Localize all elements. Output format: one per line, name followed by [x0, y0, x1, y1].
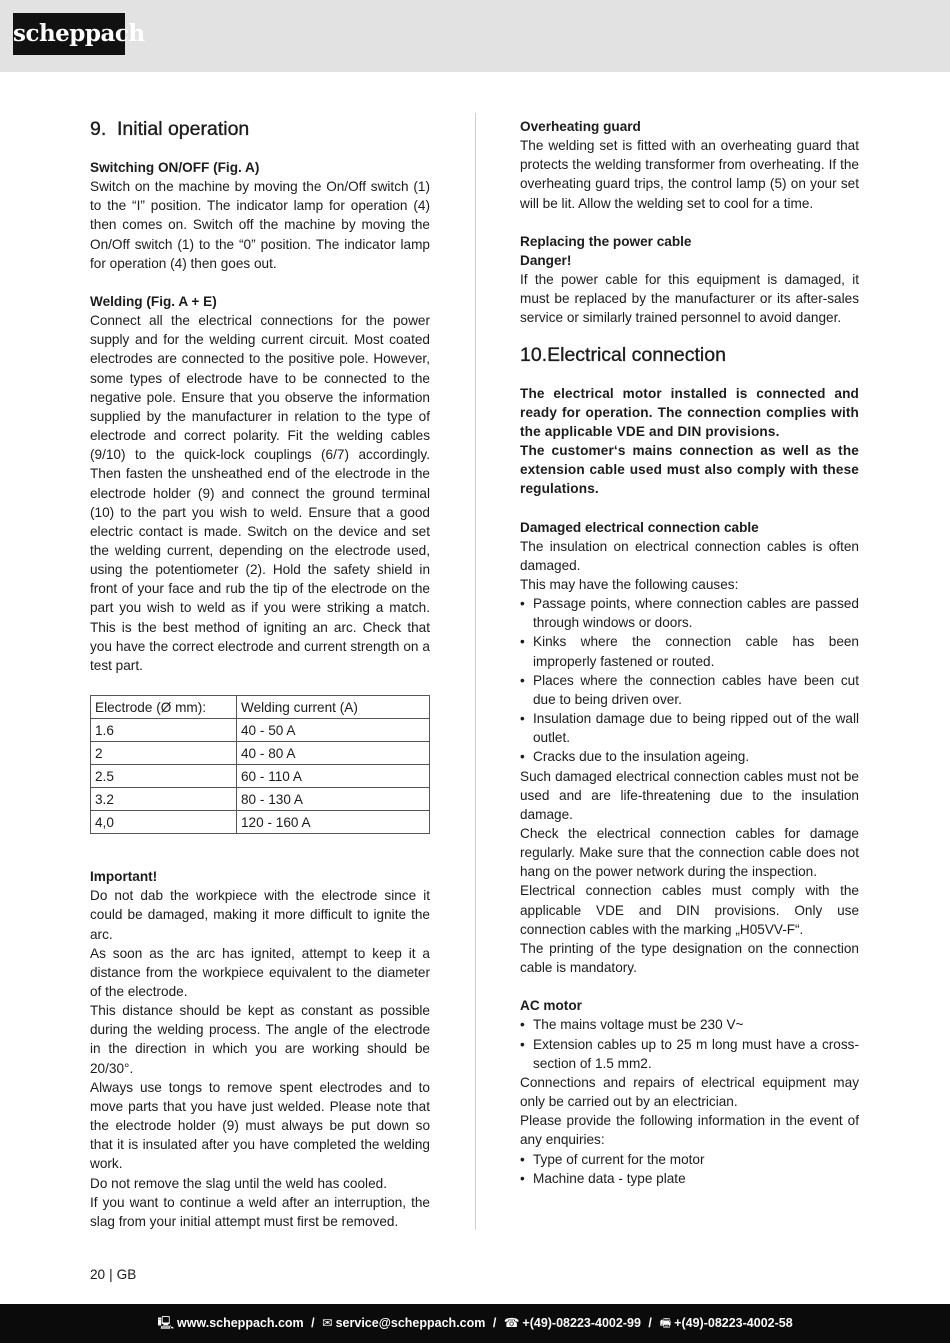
- table-cell: 1.6: [91, 719, 237, 742]
- table-cell: 80 - 130 A: [237, 788, 430, 811]
- section-heading-electrical-connection: [520, 343, 859, 367]
- damaged-cable-heading: Damaged electrical connection cable: [520, 519, 759, 535]
- important-paragraph: Do not remove the slag until the weld has cooled.: [90, 1175, 387, 1191]
- footer-phone: +(49)-08223-4002-99: [522, 1316, 641, 1330]
- fax-icon: 🖷: [659, 1316, 672, 1330]
- important-paragraph: As soon as the arc has ignited, attempt to keep it a distance from the workpiece equivalent to the diameter of the electrode.: [90, 945, 430, 999]
- footer-email[interactable]: service@scheppach.com: [335, 1316, 486, 1330]
- section-title: Initial operation: [117, 118, 250, 140]
- list-item: • Places where the connection cables have been cut due to being driven over.: [520, 671, 859, 709]
- page-number-value: 20: [90, 1267, 106, 1282]
- telephone-icon: ☎: [503, 1316, 520, 1330]
- footer-website[interactable]: www.scheppach.com: [177, 1316, 304, 1330]
- page-language: GB: [116, 1267, 137, 1282]
- mail-icon: ✉: [322, 1316, 333, 1330]
- list-item: • Cracks due to the insulation ageing.: [520, 747, 859, 766]
- enquiry-list: [520, 1150, 859, 1188]
- damaged-paragraph: Electrical connection cables must comply with the applicable VDE and DIN provisions. Only use connection cables with the marking „H05VV-F“.: [520, 883, 859, 937]
- page-number: [90, 1265, 136, 1284]
- table-cell: 4,0: [91, 811, 237, 834]
- welding-text: Connect all the electrical connections for the power supply and for the welding current circuit. Most coated electrodes are connected to the positive pole. However, some types of electrode have to be connected to the negative pole. Ensure that you observe the information supplied by the manufacturer in relation to the type of electrode and correct polarity. Fit the welding cables (9/10) to the quick-lock couplings (6/7) accordingly. Then fasten the unsheathed end of the electrode in the electrode holder (9) and connect the ground terminal (10) to the part you wish to weld. Ensure that a good electric contact is made. Switch on the device and set the welding current, depending on the electrode used, using the potentiometer (2). Hold the safety shield in front of your face and rub the tip of the electrode on the part you wish to weld as if you were striking a match. This is the best method of igniting an arc. Check that you have the correct electrode and current strength on a test part.: [90, 313, 430, 673]
- ac-motor-heading: AC motor: [520, 998, 582, 1014]
- footer-separator: /: [492, 1316, 497, 1330]
- list-item: • Kinks where the connection cable has been improperly fastened or routed.: [520, 632, 859, 670]
- damaged-causes-list: [520, 594, 859, 766]
- section-number: 9.: [90, 118, 107, 140]
- list-item: • Insulation damage due to being ripped out of the wall outlet.: [520, 709, 859, 747]
- table-cell: 2: [91, 742, 237, 765]
- section-heading-initial-operation: [90, 117, 430, 141]
- table-row: [91, 719, 430, 742]
- list-item: • Extension cables up to 25 m long must have a cross-section of 1.5 mm2.: [520, 1035, 859, 1073]
- lead-paragraph: The electrical motor installed is connected and ready for operation. The connection complies with the applicable VDE and DIN provisions.: [520, 385, 859, 439]
- damaged-paragraph: Such damaged electrical connection cables must not be used and are life-threatening due to the insulation damage.: [520, 768, 859, 822]
- switching-text: Switch on the machine by moving the On/Off switch (1) to the “I” position. The indicator lamp for operation (4) then comes on. Switch off the machine by moving the On/Off switch (1) to the “0” position. The indicator lamp for operation (4) then goes out.: [90, 179, 430, 271]
- switching-heading: Switching ON/OFF (Fig. A): [90, 160, 260, 175]
- contact-footer: [0, 1304, 950, 1343]
- left-column: [90, 117, 430, 1231]
- danger-label: Danger!: [520, 252, 572, 268]
- table-cell: 60 - 110 A: [237, 765, 430, 788]
- damaged-paragraph: Check the electrical connection cables for damage regularly. Make sure that the connection cable does not hang on the power network during the inspection.: [520, 826, 859, 880]
- footer-separator: /: [648, 1316, 652, 1330]
- table-cell: 2.5: [91, 765, 237, 788]
- monitor-icon: 🖳: [157, 1316, 175, 1330]
- scheppach-logo: scheppach: [13, 13, 125, 55]
- ac-paragraph: Connections and repairs of electrical equipment may only be carried out by an electrician.: [520, 1074, 859, 1110]
- table-cell: 40 - 50 A: [237, 719, 430, 742]
- damaged-intro: This may have the following causes:: [520, 576, 739, 592]
- electrode-current-table: [90, 695, 430, 834]
- table-row: [91, 765, 430, 788]
- important-paragraph: If you want to continue a weld after an interruption, the slag from your initial attempt must first be removed.: [90, 1194, 430, 1229]
- page-header: [0, 0, 950, 72]
- footer-fax: +(49)-08223-4002-58: [674, 1316, 793, 1330]
- power-cable-heading: Replacing the power cable: [520, 233, 692, 249]
- table-cell: 40 - 80 A: [237, 742, 430, 765]
- important-paragraph: This distance should be kept as constant as possible during the welding process. The angle of the electrode in the direction in which you are working should be 20/30°.: [90, 1003, 430, 1076]
- page-number-divider: |: [109, 1267, 113, 1282]
- table-header-cell: Electrode (Ø mm):: [91, 696, 237, 719]
- important-paragraph: Always use tongs to remove spent electrodes and to move parts that you have just welded. Please note that the electrode holder (9) must always be put down so that it is insulated after you have completed the welding work.: [90, 1079, 430, 1172]
- damaged-paragraph: The printing of the type designation on the connection cable is mandatory.: [520, 940, 859, 976]
- table-cell: 120 - 160 A: [237, 811, 430, 834]
- overheating-heading: Overheating guard: [520, 119, 641, 134]
- overheating-text: The welding set is fitted with an overheating guard that protects the welding transformer from overheating. If the overheating guard trips, the control lamp (5) on your set will be lit. Allow the welding set to cool for a time.: [520, 138, 859, 211]
- footer-separator: /: [311, 1316, 315, 1330]
- table-row: [91, 788, 430, 811]
- table-row: [91, 811, 430, 834]
- power-cable-text: If the power cable for this equipment is damaged, it must be replaced by the manufacturer or its after-sales service or similarly trained personnel to avoid danger.: [520, 272, 859, 326]
- column-divider: [475, 113, 476, 1230]
- table-header-cell: Welding current (A): [237, 696, 430, 719]
- section-title: Electrical connection: [547, 343, 726, 366]
- table-header-row: [91, 696, 430, 719]
- damaged-intro: The insulation on electrical connection cables is often damaged.: [520, 538, 859, 573]
- list-item: • Machine data - type plate: [520, 1169, 859, 1188]
- table-cell: 3.2: [91, 788, 237, 811]
- list-item: • Type of current for the motor: [520, 1150, 859, 1169]
- welding-heading: Welding (Fig. A + E): [90, 293, 217, 309]
- ac-motor-list: [520, 1015, 859, 1072]
- table-row: [91, 742, 430, 765]
- list-item: • The mains voltage must be 230 V~: [520, 1015, 859, 1034]
- right-column: [520, 117, 859, 1188]
- lead-paragraph: The customer‘s mains connection as well as the extension cable used must also comply with these regulations.: [520, 443, 859, 497]
- list-item: • Passage points, where connection cables are passed through windows or doors.: [520, 594, 859, 632]
- important-paragraph: Do not dab the workpiece with the electrode since it could be damaged, making it more difficult to ignite the arc.: [90, 888, 430, 942]
- important-heading: Important!: [90, 869, 158, 885]
- section-number: 10.: [520, 343, 548, 366]
- ac-paragraph: Please provide the following information in the event of any enquiries:: [520, 1113, 859, 1148]
